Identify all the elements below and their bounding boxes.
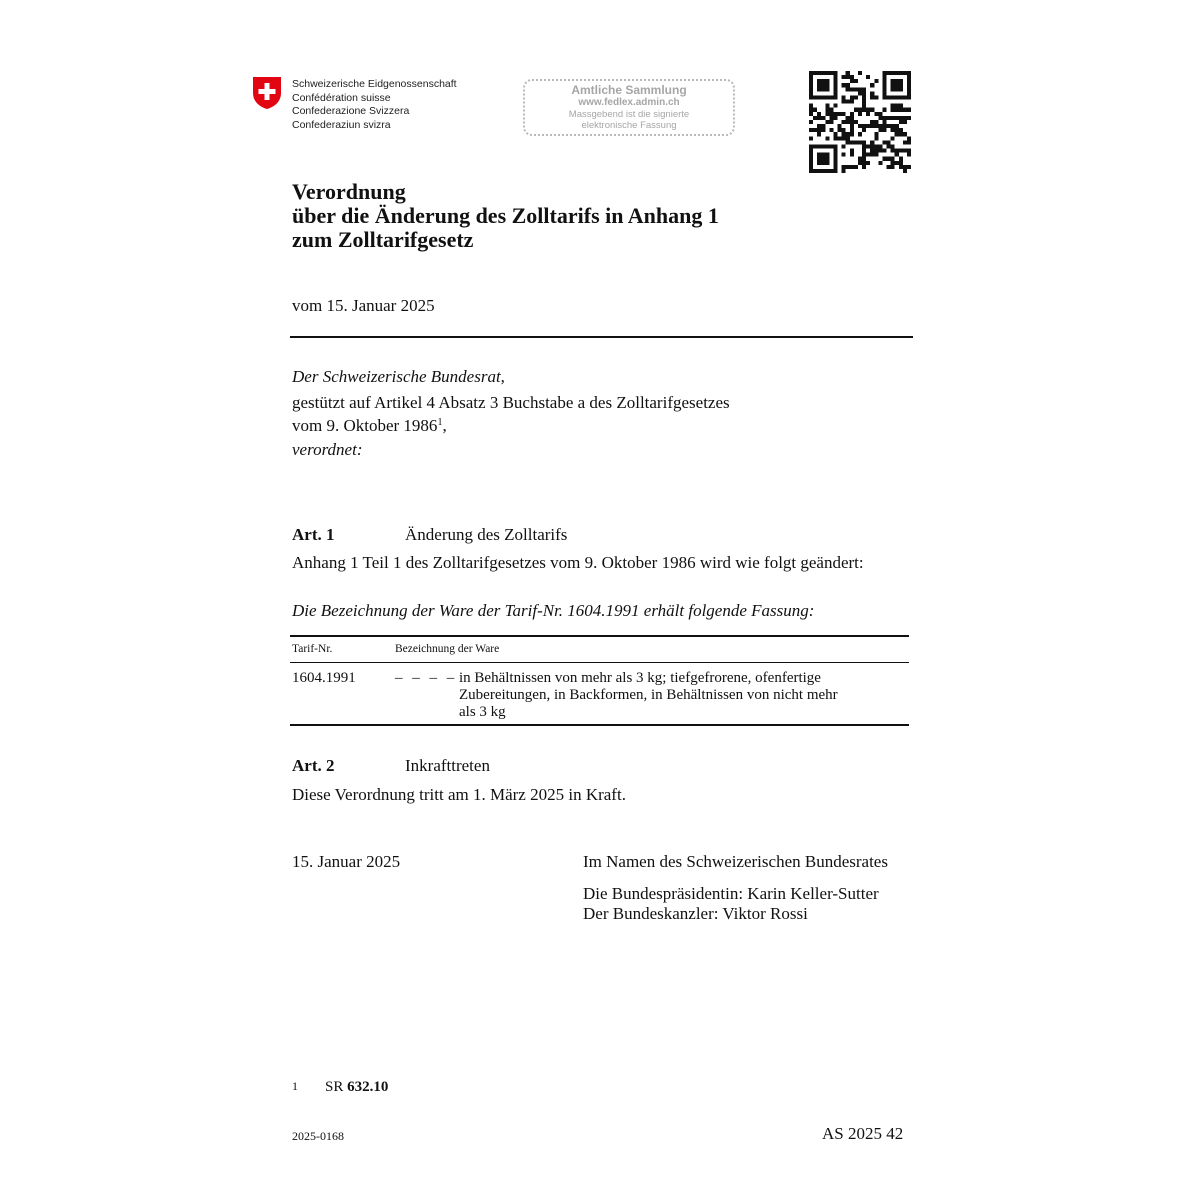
table-cell-dashes: – – – – — [395, 670, 458, 686]
footnote-ref-link[interactable]: 632.10 — [347, 1079, 389, 1095]
preamble-decree: verordnet: — [292, 440, 363, 459]
desc-line-3: als 3 kg — [459, 704, 506, 720]
preamble-basis-line1: gestützt auf Artikel 4 Absatz 3 Buchstabe a des Zolltarifgesetzes — [292, 393, 730, 412]
confed-name-it: Confederazione Svizzera — [292, 105, 410, 117]
ordinance-date: vom 15. Januar 2025 — [292, 296, 435, 315]
confed-name-de: Schweizerische Eidgenossenschaft — [292, 78, 457, 90]
footnote-prefix: SR — [325, 1079, 344, 1095]
confed-name-rm: Confederaziun svizra — [292, 118, 391, 131]
stamp-title: Amtliche Sammlung — [571, 83, 687, 97]
stamp-url: www.fedlex.admin.ch — [578, 97, 680, 108]
basis-end: , — [442, 416, 447, 435]
title-line-3: zum Zolltarifgesetz — [292, 227, 474, 252]
footnote-number: 1 — [292, 1079, 298, 1093]
article-1-number: Art. 1 — [292, 525, 335, 544]
table-header-desc: Bezeichnung der Ware — [395, 643, 500, 655]
basis-text: vom 9. Oktober 1986 — [292, 416, 438, 435]
footnote-text — [325, 1079, 388, 1096]
article-2-heading: Inkrafttreten — [405, 756, 490, 775]
swiss-cross-icon — [252, 76, 282, 110]
desc-line-2: Zubereitungen, in Backformen, in Behältnissen von nicht mehr — [459, 687, 838, 703]
confederation-names — [292, 78, 457, 132]
article-1-heading: Änderung des Zolltarifs — [405, 525, 568, 544]
stamp-note-line1: Massgebend ist die signierte — [568, 109, 690, 120]
title-line-1: Verordnung — [292, 179, 406, 204]
document-number: 2025-0168 — [292, 1129, 344, 1143]
signature-chancellor: Der Bundeskanzler: Viktor Rossi — [583, 904, 808, 923]
table-cell-tarif: 1604.1991 — [292, 670, 356, 686]
page-title — [292, 180, 719, 252]
confed-name-fr: Confédération suisse — [292, 91, 391, 104]
title-divider — [290, 336, 913, 338]
article-2-text: Diese Verordnung tritt am 1. März 2025 in Kraft. — [292, 785, 626, 804]
table-cell-desc — [459, 670, 889, 721]
signature-president: Die Bundespräsidentin: Karin Keller-Sutter — [583, 884, 879, 903]
signature-on-behalf: Im Namen des Schweizerischen Bundesrates — [583, 852, 888, 871]
stamp-note-line2: elektronische Fassung — [581, 120, 677, 131]
table-top-rule — [290, 635, 909, 637]
table-header-tarif: Tarif-Nr. — [292, 643, 333, 655]
footnote-ref[interactable]: 1 — [437, 417, 443, 428]
official-collection-stamp — [523, 79, 735, 136]
article-1-text: Anhang 1 Teil 1 des Zolltarifgesetzes vom 9. Oktober 1986 wird wie folgt geändert: — [292, 553, 864, 572]
table-bottom-rule — [290, 724, 909, 726]
article-2-number: Art. 2 — [292, 756, 335, 775]
table-header-rule — [290, 662, 909, 663]
preamble-authority: Der Schweizerische Bundesrat, — [292, 367, 505, 386]
preamble-basis-line2 — [292, 413, 447, 436]
article-1-instruction: Die Bezeichnung der Ware der Tarif-Nr. 1604.1991 erhält folgende Fassung: — [292, 601, 815, 620]
official-collection-number: AS 2025 42 — [822, 1124, 904, 1143]
desc-line-1: in Behältnissen von mehr als 3 kg; tiefgefrorene, ofenfertige — [459, 670, 821, 686]
signature-date: 15. Januar 2025 — [292, 852, 401, 871]
title-line-2: über die Änderung des Zolltarifs in Anhang 1 — [292, 203, 719, 228]
qr-code-icon[interactable] — [809, 71, 911, 173]
